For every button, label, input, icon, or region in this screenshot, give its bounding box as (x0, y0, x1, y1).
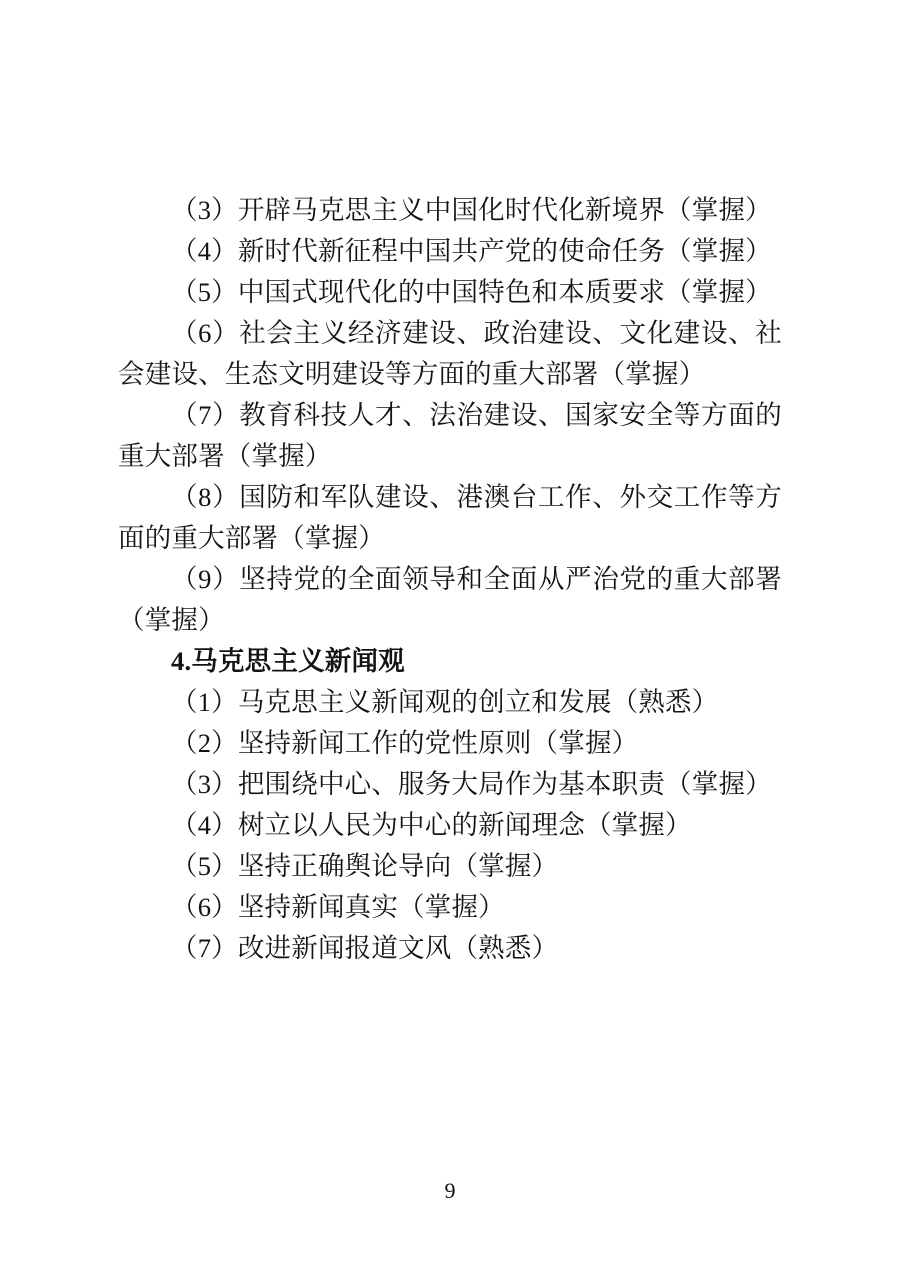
list-item: （6）坚持新闻真实（掌握） (171, 892, 505, 922)
list-item: （8）国防和军队建设、港澳台工作、外交工作等方面的重大部署（掌握） (118, 482, 782, 553)
list-item: （2）坚持新闻工作的党性原则（掌握） (171, 728, 639, 758)
page-content (118, 190, 782, 969)
list-item: （3）把围绕中心、服务大局作为基本职责（掌握） (171, 769, 772, 799)
section-heading: 4.马克思主义新闻观 (171, 646, 405, 676)
list-item: （4）树立以人民为中心的新闻理念（掌握） (171, 810, 692, 840)
list-item: （7）教育科技人才、法治建设、国家安全等方面的重大部署（掌握） (118, 400, 782, 471)
page-number: 9 (444, 1178, 456, 1203)
list-item: （6）社会主义经济建设、政治建设、文化建设、社会建设、生态文明建设等方面的重大部署（掌握） (118, 318, 782, 389)
list-item: （1）马克思主义新闻观的创立和发展（熟悉） (171, 687, 719, 717)
list-item: （5）中国式现代化的中国特色和本质要求（掌握） (171, 277, 772, 307)
list-item: （3）开辟马克思主义中国化时代化新境界（掌握） (171, 195, 772, 225)
list-item: （5）坚持正确舆论导向（掌握） (171, 851, 559, 881)
list-item: （9）坚持党的全面领导和全面从严治党的重大部署（掌握） (118, 564, 782, 635)
list-item: （7）改进新闻报道文风（熟悉） (171, 933, 559, 963)
list-item: （4）新时代新征程中国共产党的使命任务（掌握） (171, 236, 772, 266)
